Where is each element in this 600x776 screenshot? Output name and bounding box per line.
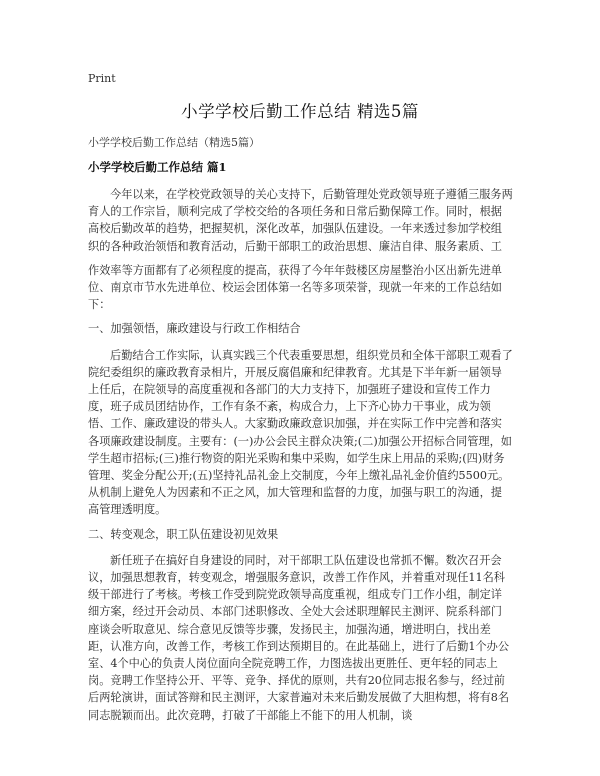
document-subtitle: 小学学校后勤工作总结（精选5篇）	[88, 136, 260, 149]
paragraph-2: 新任班子在搞好自身建设的同时，对干部职工队伍建设也常抓不懈。数次召开会议，加强思想教育，转变观念，增强服务意识，改善工作作风，并着重对现任11名科级干部进行了考核。考核工作受到院党政领导高度重视，组成专门工作小组，制定详细方案，经过开会动员、本部门述职修改、全处大会述职理解民主测评、院系科部门座谈会听取意见、综合意见反馈等步骤，发扬民主，加强沟通，增进明白，找出差距，认准方向，改善工作，考核工作到达预期目的。在此基础上，进行了后勤1个办公室、4个中心的负责人岗位面向全院竞聘工作，力图选拔出更胜任、更年轻的同志上岗。竞聘工作坚持公开、平等、竞争、择优的原则，共有20位同志报名参与，经过前后两轮演讲，面试答辩和民主测评，大家普遍对未来后勤发展做了大胆构想，将有8名同志脱颖而出。此次竞聘，打破了干部能上不能下的用人机制，谈	[88, 553, 510, 722]
print-link[interactable]: Print	[88, 72, 116, 85]
subheading-1: 一、加强领悟，廉政建设与行政工作相结合	[88, 322, 301, 336]
subheading-2: 二、转变观念，职工队伍建设初见效果	[88, 527, 279, 541]
section-heading: 小学学校后勤工作总结 篇1	[88, 160, 227, 174]
paragraph-intro: 今年以来，在学校党政领导的关心支持下，后勤管理处党政领导班子遵循三服务两育人的工作宗旨，顺利完成了学校交给的各项任务和日常后勤保障工作。同时，根据高校后勤改革的趋势，把握契机，深化改革，加强队伍建设。一年来透过参加学校组织的各种政治领悟和教育活动，后勤干部职工的政治思想、廉洁自律、服务素质、工	[88, 188, 513, 253]
article-body	[88, 186, 513, 731]
paragraph-1: 后勤结合工作实际，认真实践三个代表重要思想，组织党员和全体干部职工观看了院纪委组织的廉政教育录相片，开展反腐倡廉和纪律教育。尤其是下半年新一届领导上任后，在院领导的高度重视和各部门的大力支持下，加强班子建设和宣传工作力度，班子成员团结协作，工作有条不紊，构成合力，上下齐心协力干事业，成为领悟、工作、廉政建设的带头人。大家勤政廉政意识加强，并在实际工作中完善和落实各项廉政建设制度。主要有：(一)办公会民主群众决策;(二)加强公开招标合同管理，如学生超市招标;(三)推行物资的阳光采购和集中采购，如学生床上用品的采购;(四)财务管理、奖金分配公开;(五)坚持礼品礼金上交制度，今年上缴礼品礼金价值约5500元。从机制上避免人为因素和不正之风，加大管理和监督的力度，加强与职工的沟通，提高管理透明度。	[88, 348, 513, 517]
page-title: 小学学校后勤工作总结 精选5篇	[181, 102, 419, 121]
paragraph-intro-continued: 作效率等方面都有了必须程度的提高，获得了今年年鼓楼区房屋整治小区出新先进单位、南京市节水先进单位、校运会团体第一名等多项荣誉，现就一年来的工作总结如下：	[88, 263, 502, 312]
